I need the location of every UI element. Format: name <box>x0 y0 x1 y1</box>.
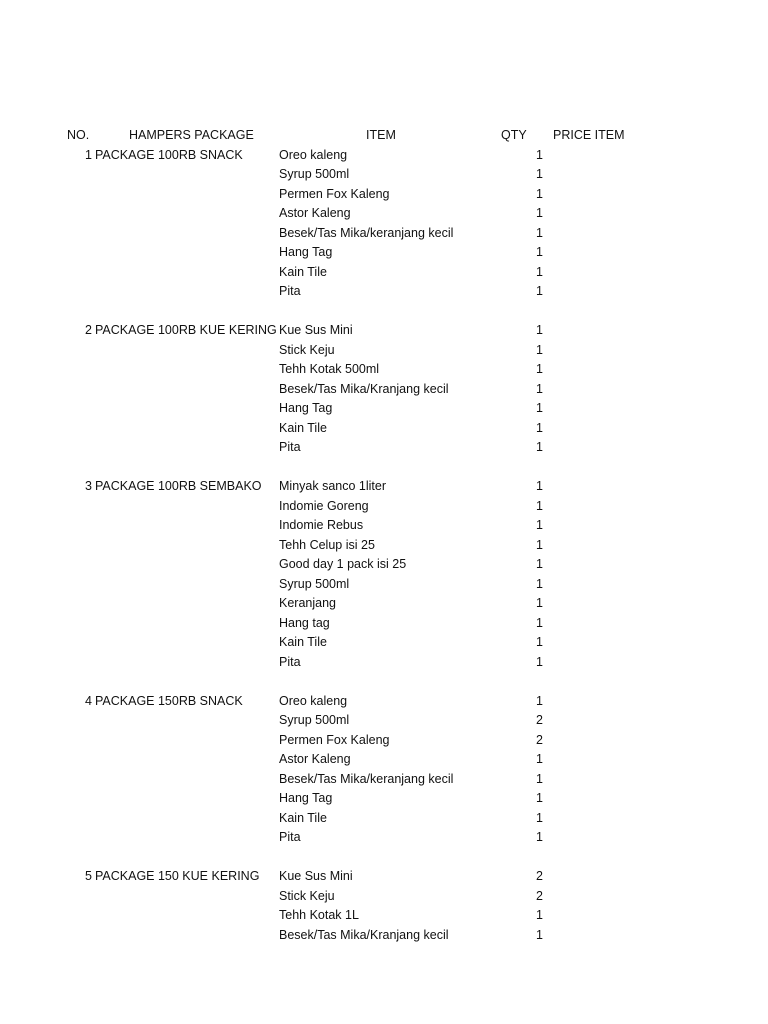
item-qty: 1 <box>536 186 543 201</box>
item-qty: 1 <box>536 791 543 805</box>
package-number: 4 <box>85 693 92 708</box>
package-name: PACKAGE 100RB KUE KERING <box>95 323 277 337</box>
item-name: Tehh Kotak 1L <box>279 908 359 922</box>
header-price-item: PRICE ITEM <box>553 128 625 142</box>
table-body <box>0 146 768 946</box>
item-name: Indomie Rebus <box>279 518 364 532</box>
item-name: Kain Tile <box>279 810 327 825</box>
item-qty: 1 <box>536 830 543 844</box>
item-qty: 1 <box>536 401 543 415</box>
table-row <box>0 711 768 731</box>
table-row <box>0 165 768 185</box>
package-number: 2 <box>85 323 92 337</box>
item-name: Stick Keju <box>279 342 335 357</box>
table-row <box>0 594 768 614</box>
table-row <box>0 438 768 458</box>
item-name: Hang Tag <box>279 401 333 415</box>
item-qty: 1 <box>536 557 543 571</box>
item-qty: 2 <box>536 888 543 903</box>
table-row <box>0 575 768 595</box>
table-row <box>0 731 768 751</box>
package-name: PACKAGE 150 KUE KERING <box>95 869 260 883</box>
item-qty: 1 <box>536 908 543 922</box>
item-qty: 1 <box>536 693 543 708</box>
item-name: Besek/Tas Mika/keranjang kecil <box>279 225 454 240</box>
header-package: HAMPERS PACKAGE <box>129 128 254 142</box>
table-row <box>0 614 768 634</box>
hampers-table <box>0 126 768 945</box>
table-row <box>0 692 768 712</box>
table-row <box>0 555 768 575</box>
item-name: Permen Fox Kaleng <box>279 732 390 747</box>
table-row <box>0 185 768 205</box>
item-name: Syrup 500ml <box>279 167 350 181</box>
item-name: Minyak sanco 1liter <box>279 479 386 493</box>
item-name: Tehh Kotak 500ml <box>279 362 380 376</box>
item-name: Pita <box>279 440 301 454</box>
item-qty: 1 <box>536 537 543 552</box>
item-qty: 1 <box>536 245 543 259</box>
item-name: Kain Tile <box>279 264 327 279</box>
table-row <box>0 536 768 556</box>
item-qty: 1 <box>536 518 543 532</box>
item-name: Pita <box>279 830 301 844</box>
table-row <box>0 789 768 809</box>
package-name: PACKAGE 150RB SNACK <box>95 693 243 708</box>
item-qty: 1 <box>536 147 543 162</box>
table-row <box>0 243 768 263</box>
item-name: Pita <box>279 654 301 669</box>
item-qty: 1 <box>536 615 543 630</box>
table-row <box>0 341 768 361</box>
item-qty: 1 <box>536 810 543 825</box>
item-qty: 1 <box>536 498 543 513</box>
item-qty: 1 <box>536 264 543 279</box>
item-name: Astor Kaleng <box>279 752 351 766</box>
item-qty: 1 <box>536 420 543 435</box>
item-name: Syrup 500ml <box>279 576 350 591</box>
item-name: Permen Fox Kaleng <box>279 186 390 201</box>
item-qty: 1 <box>536 654 543 669</box>
header-no: NO. <box>67 128 90 142</box>
item-name: Tehh Celup isi 25 <box>279 537 375 552</box>
item-qty: 1 <box>536 342 543 357</box>
package-name: PACKAGE 100RB SEMBAKO <box>95 479 262 493</box>
table-row <box>0 204 768 224</box>
package-number: 1 <box>85 147 92 162</box>
table-row <box>0 321 768 341</box>
table-row <box>0 360 768 380</box>
item-qty: 1 <box>536 927 543 942</box>
item-name: Hang tag <box>279 615 330 630</box>
item-name: Besek/Tas Mika/Kranjang kecil <box>279 381 449 396</box>
item-name: Syrup 500ml <box>279 713 350 727</box>
item-qty: 1 <box>536 635 543 649</box>
item-qty: 2 <box>536 713 543 727</box>
item-qty: 1 <box>536 479 543 493</box>
item-qty: 1 <box>536 440 543 454</box>
item-qty: 1 <box>536 362 543 376</box>
package-number: 3 <box>85 479 92 493</box>
item-name: Kain Tile <box>279 420 327 435</box>
item-name: Besek/Tas Mika/keranjang kecil <box>279 771 454 786</box>
table-row <box>0 770 768 790</box>
item-name: Astor Kaleng <box>279 206 351 220</box>
item-qty: 1 <box>536 206 543 220</box>
table-header-row <box>0 126 768 146</box>
item-name: Kue Sus Mini <box>279 869 353 883</box>
package-spacer-row <box>0 672 768 692</box>
item-name: Oreo kaleng <box>279 693 348 708</box>
table-row <box>0 399 768 419</box>
table-row <box>0 633 768 653</box>
table-row <box>0 828 768 848</box>
table-row <box>0 282 768 302</box>
item-name: Kain Tile <box>279 635 327 649</box>
item-qty: 1 <box>536 752 543 766</box>
item-qty: 1 <box>536 381 543 396</box>
table-row <box>0 653 768 673</box>
item-name: Hang Tag <box>279 791 333 805</box>
table-row <box>0 809 768 829</box>
item-qty: 2 <box>536 869 543 883</box>
table-row <box>0 750 768 770</box>
item-name: Indomie Goreng <box>279 498 369 513</box>
table-row <box>0 516 768 536</box>
package-number: 5 <box>85 869 92 883</box>
table-row <box>0 224 768 244</box>
item-qty: 1 <box>536 284 543 298</box>
header-qty: QTY <box>501 128 527 142</box>
table-row <box>0 887 768 907</box>
table-row <box>0 926 768 946</box>
item-qty: 1 <box>536 167 543 181</box>
item-name: Oreo kaleng <box>279 147 348 162</box>
item-qty: 1 <box>536 323 543 337</box>
table-row <box>0 497 768 517</box>
item-qty: 1 <box>536 596 543 610</box>
item-qty: 2 <box>536 732 543 747</box>
item-name: Hang Tag <box>279 245 333 259</box>
item-name: Stick Keju <box>279 888 335 903</box>
item-qty: 1 <box>536 576 543 591</box>
table-row <box>0 146 768 166</box>
item-qty: 1 <box>536 225 543 240</box>
table-row <box>0 477 768 497</box>
table-row <box>0 263 768 283</box>
table-row <box>0 380 768 400</box>
package-spacer-row <box>0 302 768 322</box>
package-spacer-row <box>0 848 768 868</box>
item-name: Besek/Tas Mika/Kranjang kecil <box>279 927 449 942</box>
item-name: Kue Sus Mini <box>279 323 353 337</box>
item-name: Keranjang <box>279 596 336 610</box>
package-name: PACKAGE 100RB SNACK <box>95 147 243 162</box>
table-row <box>0 419 768 439</box>
item-name: Pita <box>279 284 301 298</box>
table-row <box>0 867 768 887</box>
item-qty: 1 <box>536 771 543 786</box>
item-name: Good day 1 pack isi 25 <box>279 557 407 571</box>
header-item: ITEM <box>366 128 396 142</box>
table-row <box>0 906 768 926</box>
package-spacer-row <box>0 458 768 478</box>
